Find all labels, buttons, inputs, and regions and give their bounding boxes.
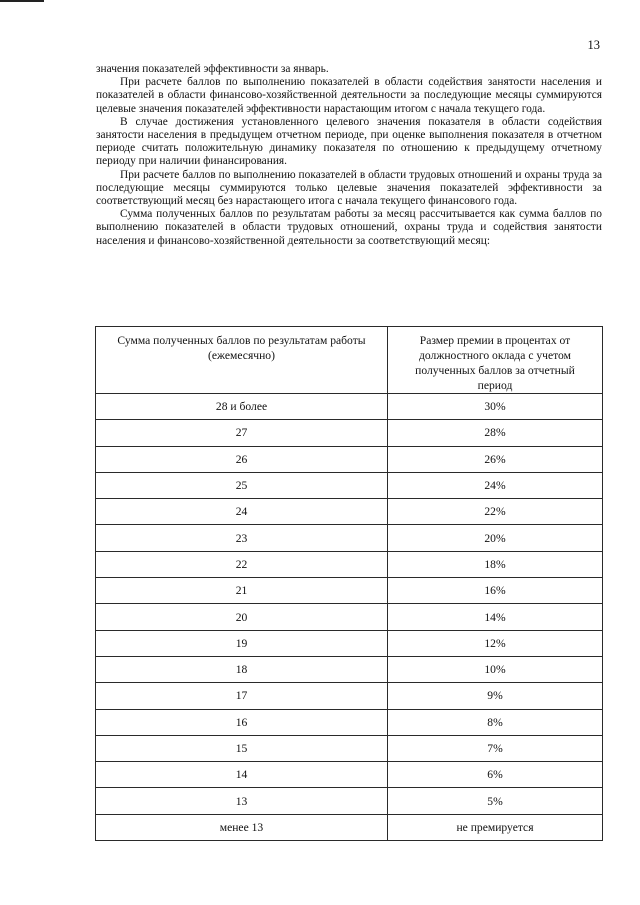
table-row <box>96 578 603 604</box>
cell-score: 26 <box>96 446 388 472</box>
cell-score: 18 <box>96 656 388 682</box>
page-number: 13 <box>587 38 600 52</box>
cell-score: 16 <box>96 709 388 735</box>
cell-bonus: не премируется <box>388 814 603 840</box>
table-row <box>96 788 603 814</box>
table-row <box>96 499 603 525</box>
cell-score: 17 <box>96 683 388 709</box>
cell-bonus: 6% <box>388 762 603 788</box>
cell-bonus: 30% <box>388 394 603 420</box>
cell-score: 27 <box>96 420 388 446</box>
table-row <box>96 762 603 788</box>
cell-bonus: 5% <box>388 788 603 814</box>
cell-bonus: 22% <box>388 499 603 525</box>
cell-score: 19 <box>96 630 388 656</box>
table-row <box>96 814 603 840</box>
cell-score: 22 <box>96 551 388 577</box>
table-row <box>96 446 603 472</box>
cell-bonus: 28% <box>388 420 603 446</box>
header-score-sum: Сумма полученных баллов по результатам работы (ежемесячно) <box>96 327 388 394</box>
table-row <box>96 683 603 709</box>
cell-bonus: 20% <box>388 525 603 551</box>
cell-bonus: 7% <box>388 735 603 761</box>
body-text <box>96 63 602 248</box>
table-row <box>96 604 603 630</box>
cell-score: 13 <box>96 788 388 814</box>
table-header-row <box>96 327 603 394</box>
cell-score: менее 13 <box>96 814 388 840</box>
scan-edge-mark <box>0 0 44 2</box>
cell-score: 21 <box>96 578 388 604</box>
cell-bonus: 10% <box>388 656 603 682</box>
cell-score: 14 <box>96 762 388 788</box>
table-row <box>96 709 603 735</box>
cell-bonus: 26% <box>388 446 603 472</box>
paragraph: значения показателей эффективности за январь. <box>96 63 329 75</box>
cell-bonus: 12% <box>388 630 603 656</box>
cell-bonus: 8% <box>388 709 603 735</box>
bonus-score-table <box>95 326 603 841</box>
table-row <box>96 472 603 498</box>
paragraph: При расчете баллов по выполнению показателей в области содействия занятости населения и показателей в области финансово-хозяйственной деятельности за последующие месяцы суммируются целевые значения показателей эффективности нарастающим итогом с начала текущего года. <box>96 76 602 115</box>
header-bonus-percent: Размер премии в процентах от должностного оклада с учетом полученных баллов за отчетный период <box>388 327 603 394</box>
table-row <box>96 551 603 577</box>
cell-score: 28 и более <box>96 394 388 420</box>
table-row <box>96 656 603 682</box>
paragraph: В случае достижения установленного целевого значения показателя в области содействия занятости населения в предыдущем отчетном периоде, при оценке выполнения показателя в отчетном периоде считать положительную динамику показателя по отношению к предыдущему отчетному периоду при наличии финансирования. <box>96 115 602 168</box>
table-body <box>96 394 603 841</box>
cell-bonus: 24% <box>388 472 603 498</box>
table-row <box>96 630 603 656</box>
cell-score: 20 <box>96 604 388 630</box>
paragraph: При расчете баллов по выполнению показателей в области трудовых отношений и охраны труда за последующие месяцы суммируются только целевые значения показателей эффективности за соответствующий месяц без нарастающего итога с начала текущего финансового года. <box>96 168 602 208</box>
table-row <box>96 394 603 420</box>
table-row <box>96 525 603 551</box>
cell-score: 24 <box>96 499 388 525</box>
cell-score: 25 <box>96 472 388 498</box>
paragraph: Сумма полученных баллов по результатам работы за месяц рассчитывается как сумма баллов по выполнению показателей в области трудовых отношений, охраны труда и содействия занятости населения и финансово-хозяйственной деятельности за соответствующий месяц: <box>96 208 602 247</box>
cell-bonus: 16% <box>388 578 603 604</box>
table-row <box>96 420 603 446</box>
cell-score: 23 <box>96 525 388 551</box>
cell-bonus: 18% <box>388 551 603 577</box>
cell-score: 15 <box>96 735 388 761</box>
cell-bonus: 14% <box>388 604 603 630</box>
cell-bonus: 9% <box>388 683 603 709</box>
table-row <box>96 735 603 761</box>
